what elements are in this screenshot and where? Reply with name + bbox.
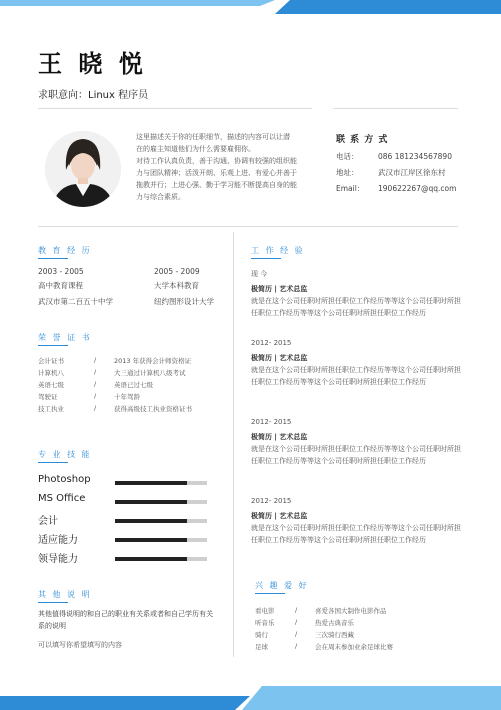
work-item-2 (251, 337, 461, 388)
hobby-sep: / (295, 618, 298, 626)
intro-line: 对待工作认真负责，善于沟通、协调有较强的组织能 (136, 157, 297, 165)
education-title: 教 育 经 历 (38, 246, 92, 255)
education-years: 2003 - 2005 (38, 267, 84, 276)
contact-title: 联 系 方 式 (336, 135, 389, 145)
honor-sep: / (94, 392, 97, 400)
honor-name: 技工执业 (38, 405, 64, 413)
top-decoration (0, 0, 501, 20)
work-period: 2012- 2015 (251, 497, 292, 505)
skill-label: 会计 (38, 516, 58, 527)
skills-title: 专 业 技 能 (38, 450, 92, 459)
name-title: 王 晓 悦 (38, 50, 147, 78)
skills-underline (38, 462, 68, 463)
hobby-desc: 喜爱各国大制作电影作品 (315, 607, 387, 615)
hobby-name: 足球 (255, 643, 268, 651)
bottom-decoration (0, 686, 501, 710)
hobby-name: 骑行 (255, 631, 268, 639)
intro-line: 力与团队精神；活泼开朗、乐观上进、有爱心并善于 (136, 169, 297, 177)
skill-bar-fill (115, 538, 187, 542)
hobby-desc: 会在周末参加业余足球比赛 (315, 643, 393, 651)
skill-row (38, 474, 228, 490)
work-desc: 就是在这个公司任职时所担任职位工作经历等等这个公司任职时所担任职位工作经历等等这个公司任职时所担任职位工作经历 (251, 366, 461, 386)
education-school: 高中教育课程 (38, 281, 83, 290)
work-role: 极简历 | 艺术总监 (251, 433, 308, 441)
honor-sep: / (94, 368, 97, 376)
contact-phone-label: 电话： (336, 152, 359, 161)
avatar (44, 130, 122, 208)
skill-label: 适应能力 (38, 535, 78, 546)
work-desc: 就是在这个公司任职时所担任职位工作经历等等这个公司任职时所担任职位工作经历等等这个公司任职时所担任职位工作经历 (251, 524, 461, 544)
education-item-1 (38, 266, 113, 308)
work-item-1 (251, 268, 461, 319)
honors-title: 荣 誉 证 书 (38, 333, 92, 342)
hobby-sep: / (295, 642, 298, 650)
skill-bar-fill (115, 481, 187, 485)
honor-desc: 获得高级技工执业资格证书 (114, 405, 192, 413)
honor-desc: 十年驾龄 (114, 393, 140, 401)
intro-text (136, 131, 316, 203)
education-detail: 武汉市第二百五十中学 (38, 297, 113, 306)
contact-address-label: 地址： (336, 168, 359, 177)
work-role: 极简历 | 艺术总监 (251, 285, 308, 293)
honor-sep: / (94, 356, 97, 364)
hobbies-title: 兴 趣 爱 好 (255, 581, 309, 590)
contact-phone: 086 181234567890 (378, 152, 452, 161)
skill-label: 领导能力 (38, 554, 78, 565)
work-period: 现 今 (251, 270, 268, 278)
header-divider-right (333, 108, 458, 109)
skill-bar-fill (115, 519, 187, 523)
skill-label: Photoshop (38, 474, 91, 485)
hobby-name: 看电影 (255, 607, 275, 615)
main-divider (38, 226, 458, 227)
work-period: 2012- 2015 (251, 418, 292, 426)
education-underline (38, 258, 68, 259)
other-bold-text: 其他值得说明的和自己的职业有关系或者和自己学历有关系的说明 (38, 610, 213, 630)
work-role: 极简历 | 艺术总监 (251, 512, 308, 520)
intro-line: 在的雇主知道他们为什么需要雇佣你。 (136, 145, 255, 153)
work-underline (251, 258, 281, 259)
honor-sep: / (94, 380, 97, 388)
skill-label: MS Office (38, 493, 86, 504)
education-years: 2005 - 2009 (154, 267, 200, 276)
honor-name: 英语七级 (38, 381, 64, 389)
honor-desc: 英语已过七级 (114, 381, 153, 389)
honor-name: 会计证书 (38, 357, 64, 365)
work-desc: 就是在这个公司任职时所担任职位工作经历等等这个公司任职时所担任职位工作经历等等这个公司任职时所担任职位工作经历 (251, 297, 461, 317)
skill-row (38, 550, 228, 566)
education-item-2 (154, 266, 214, 308)
skill-bar-fill (115, 557, 187, 561)
intro-line: 力与综合素质。 (136, 193, 185, 201)
contact-email-label: Email： (336, 184, 365, 193)
hobby-name: 听音乐 (255, 619, 275, 627)
hobby-sep: / (295, 606, 298, 614)
other-underline (38, 602, 68, 603)
work-item-4 (251, 495, 461, 546)
hobby-sep: / (295, 630, 298, 638)
honors-underline (38, 345, 68, 346)
honor-desc: 大三通过计算机八级考试 (114, 369, 186, 377)
work-role: 极简历 | 艺术总监 (251, 354, 308, 362)
other-note: 可以填写你希望填写的内容 (38, 641, 122, 649)
contact-address: 武汉市江岸区徐东村 (378, 168, 446, 177)
intro-line: 这里描述关于你的任职细节，描述的内容可以让潜 (136, 133, 290, 141)
hobbies-underline (255, 593, 285, 594)
work-title: 工 作 经 验 (251, 246, 305, 255)
skill-row (38, 531, 228, 547)
intro-line: 拖教并行；上进心强、勤于学习能不断提高自身的能 (136, 181, 297, 189)
work-item-3 (251, 416, 461, 467)
hobby-desc: 热爱古典音乐 (315, 619, 354, 627)
hobby-desc: 三次骑行西藏 (315, 631, 354, 639)
objective: 求职意向：Linux 程序员 (38, 90, 149, 101)
skill-row (38, 493, 228, 509)
contact-email: 190622267@qq.com (378, 184, 457, 193)
honor-name: 驾驶证 (38, 393, 58, 401)
education-school: 大学本科教育 (154, 281, 199, 290)
header-divider-left (38, 108, 312, 109)
skills-list (38, 474, 228, 574)
honor-sep: / (94, 404, 97, 412)
other-title: 其 他 说 明 (38, 590, 92, 599)
skill-row (38, 512, 228, 528)
honor-desc: 2013 年获得会计师资格证 (114, 357, 192, 365)
column-divider (233, 232, 234, 657)
education-detail: 纽约图形设计大学 (154, 297, 214, 306)
work-period: 2012- 2015 (251, 339, 292, 347)
work-desc: 就是在这个公司任职时所担任职位工作经历等等这个公司任职时所担任职位工作经历等等这个公司任职时所担任职位工作经历 (251, 445, 461, 465)
skill-bar-fill (115, 500, 187, 504)
honor-name: 计算机八 (38, 369, 64, 377)
